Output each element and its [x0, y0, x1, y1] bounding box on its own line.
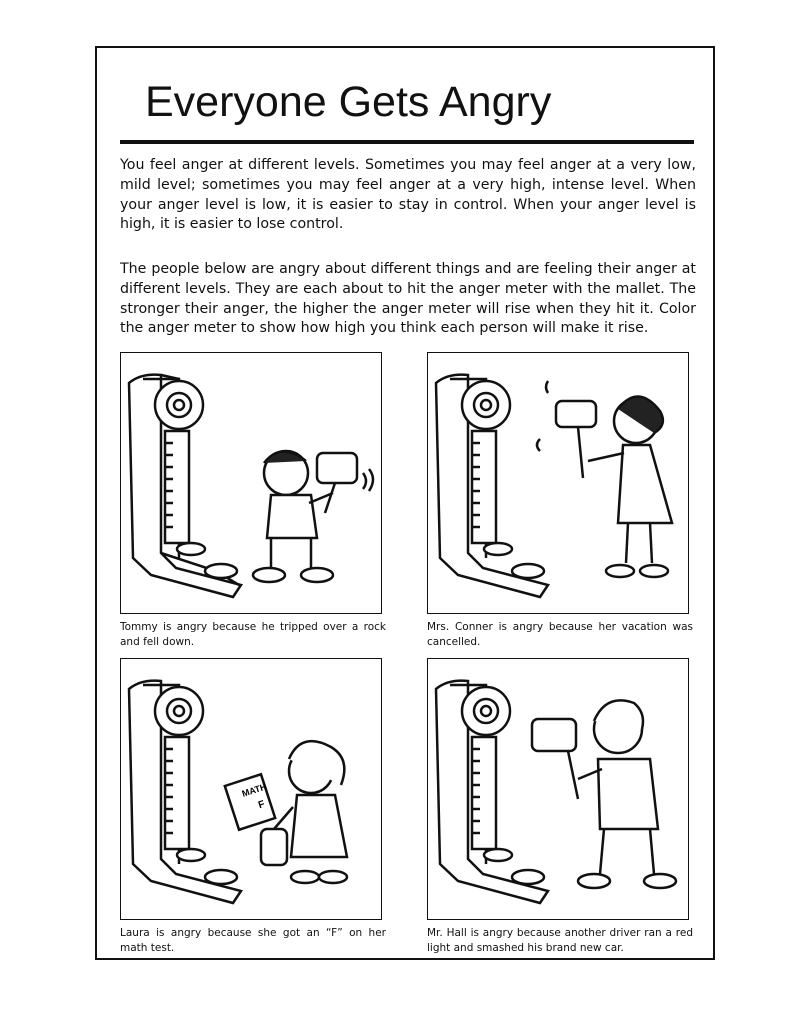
caption-mrs-conner: Mrs. Conner is angry because her vacation was cancelled.	[427, 621, 693, 648]
panel-tommy	[120, 352, 382, 614]
paper-math-label: MATH	[240, 781, 268, 799]
caption-mr-hall: Mr. Hall is angry because another driver ran a red light and smashed his brand new car.	[427, 927, 693, 954]
title-divider	[120, 140, 694, 144]
panel-laura	[120, 658, 382, 920]
caption-tommy: Tommy is angry because he tripped over a rock and fell down.	[120, 621, 386, 648]
anger-meter-illustration	[121, 659, 383, 921]
anger-meter-illustration	[428, 659, 690, 921]
page-title: Everyone Gets Angry	[145, 78, 552, 126]
anger-meter-illustration	[428, 353, 690, 615]
anger-meter-illustration	[121, 353, 383, 615]
caption-laura: Laura is angry because she got an “F” on her math test.	[120, 927, 386, 954]
panel-mrs-conner	[427, 352, 689, 614]
instructions-paragraph: The people below are angry about different things and are feeling their anger at different levels. They are each about to hit the anger meter with the mallet. The stronger their anger, the higher the anger meter will rise when they hit it. Color the anger meter to show how high you think each person will make it rise.	[120, 261, 696, 337]
paper-grade-label: F	[256, 798, 267, 812]
intro-paragraph: You feel anger at different levels. Sometimes you may feel anger at a very low, mild level; sometimes you may feel anger at a very high, intense level. When your anger level is low, it is easier to stay in control. When your anger level is high, it is easier to lose control.	[120, 157, 696, 233]
panel-mr-hall	[427, 658, 689, 920]
